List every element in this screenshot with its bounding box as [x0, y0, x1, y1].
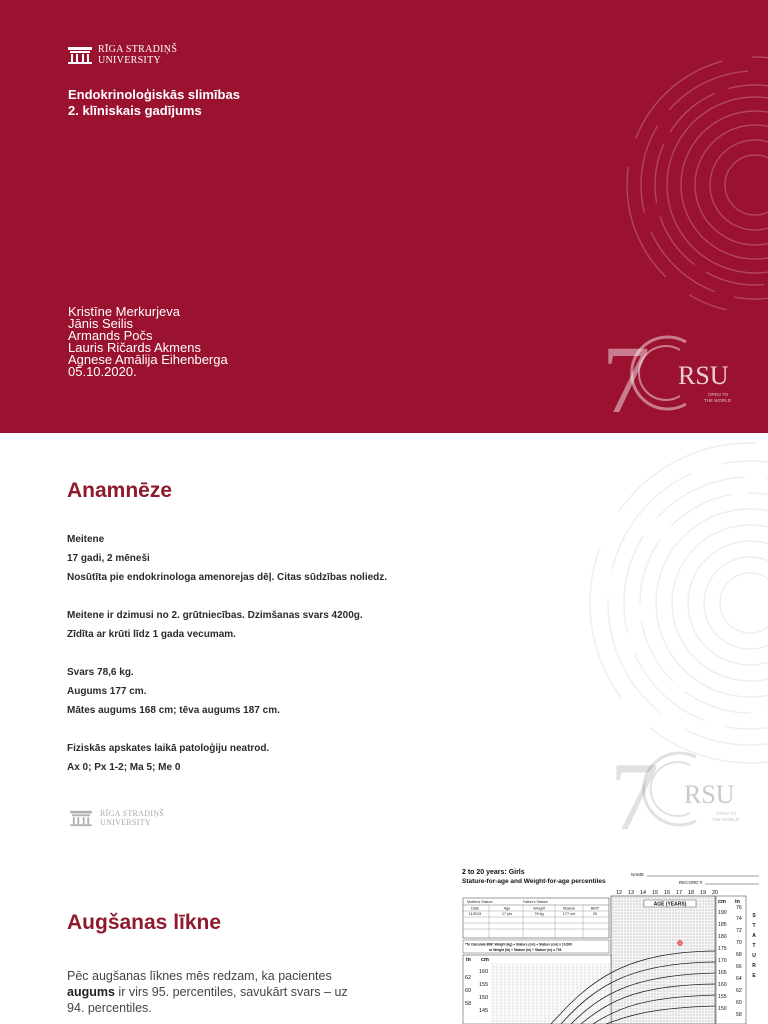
stature-letter: R	[752, 963, 756, 969]
university-crest-icon	[68, 809, 94, 827]
slide-heading: Anamnēze	[67, 479, 173, 502]
rsu-wordmark: RSU	[684, 780, 735, 809]
stature-letter: A	[752, 933, 756, 939]
in-tick-right: 70	[736, 940, 742, 946]
in-tick-right: 58	[736, 1012, 742, 1018]
cm-tick-right: 185	[718, 922, 727, 928]
in-tick-left: 58	[465, 1001, 472, 1007]
logo-line-2: UNIVERSITY	[100, 818, 151, 827]
table-header: Stature	[562, 906, 576, 911]
presentation-date: 05.10.2020.	[68, 364, 137, 379]
age-tick: 17	[675, 890, 683, 896]
decorative-rings	[560, 20, 768, 310]
age-axis-label: AGE (YEARS)	[653, 901, 687, 908]
in-tick-left: 62	[465, 975, 472, 981]
in-tick-left: 60	[465, 988, 472, 994]
table-header: Date	[470, 906, 480, 911]
text-line: 17 gadi, 2 mēneši	[67, 553, 150, 564]
author-list	[68, 306, 228, 378]
cm-tick-right: 170	[718, 958, 727, 964]
cm-tick-left: 150	[479, 995, 489, 1001]
author-name: Jānis Seilis	[68, 316, 134, 331]
para-bold-word: augums	[67, 985, 115, 999]
slide-heading: Augšanas līkne	[67, 911, 222, 934]
university-crest-icon	[68, 45, 92, 65]
in-tick-right: 72	[736, 928, 742, 934]
age-tick: 13	[627, 890, 635, 896]
text-line: Meitene	[67, 534, 105, 545]
cm-tick-right: 165	[718, 970, 727, 976]
in-tick-right: 76	[736, 905, 742, 911]
age-tick: 18	[687, 890, 695, 896]
chart-title-line-2: Stature-for-age and Weight-for-age percentiles	[462, 878, 606, 885]
cm-tick-right: 175	[718, 946, 727, 952]
stature-letter: U	[752, 953, 756, 959]
text-line: Nosūtīta pie endokrinologa amenorejas dēļ. Citas sūdzības noliedz.	[67, 572, 388, 583]
age-tick: 19	[699, 890, 707, 896]
seventy-digit: 7	[610, 745, 659, 840]
text-line: Augums 177 cm.	[67, 686, 147, 697]
text-line: Meitene ir dzimusi no 2. grūtniecības. Dzimšanas svars 4200g.	[67, 610, 363, 621]
rsu-wordmark: RSU	[678, 361, 729, 390]
tagline-line-1: OPEN TO	[708, 392, 729, 397]
age-tick: 16	[663, 890, 671, 896]
table-cell: 11/5/19	[468, 912, 482, 916]
unit-in-left: in	[466, 957, 471, 963]
text-line: Fiziskās apskates laikā patoloģiju neatrod.	[67, 743, 270, 754]
mother-stature-label: Mother's Stature	[467, 900, 493, 904]
tagline-line-1: OPEN TO	[716, 811, 737, 816]
cm-tick-left: 160	[479, 969, 489, 975]
stature-letter: E	[752, 973, 756, 979]
stature-letter: T	[752, 923, 756, 929]
title-line-2: 2. klīniskais gadījums	[68, 103, 202, 118]
in-tick-right: 74	[736, 916, 742, 922]
in-tick-right: 60	[736, 1000, 742, 1006]
text-line: Mātes augums 168 cm; tēva augums 187 cm.	[67, 705, 280, 716]
cm-tick-right: 160	[718, 982, 727, 988]
cm-tick-left: 145	[479, 1008, 489, 1014]
cm-tick-right: 150	[718, 1006, 727, 1012]
name-label: NAME	[631, 872, 645, 877]
table-header: Weight	[533, 906, 545, 911]
unit-in-right: in	[735, 899, 740, 905]
text-line: Ax 0; Px 1-2; Ma 5; Me 0	[67, 762, 181, 773]
cm-tick-right: 155	[718, 994, 727, 1000]
table-cell: 78 kg	[534, 912, 544, 916]
stature-letter: T	[752, 943, 756, 949]
logo-line-1: RĪGA STRADIŅŠ	[98, 44, 178, 55]
presentation-title	[68, 87, 240, 119]
tagline-line-2: THE WORLD	[712, 817, 739, 822]
rsu-logo-small	[68, 809, 164, 827]
logo-line-2: UNIVERSITY	[98, 55, 161, 66]
in-tick-right: 64	[736, 976, 742, 982]
logo-line-1: RĪGA STRADIŅŠ	[100, 809, 165, 818]
author-name: Lauris Ričards Akmens	[68, 340, 201, 355]
age-tick: 15	[651, 890, 659, 896]
father-stature-label: Father's Stature	[523, 900, 548, 904]
age-tick: 14	[639, 890, 647, 896]
table-cell: 17 yrs	[501, 912, 513, 916]
anamnesis-slide	[0, 433, 768, 853]
seventy-digit: 7	[602, 330, 650, 425]
chart-title-line-1: 2 to 20 years: Girls	[462, 869, 525, 876]
text-line: Svars 78,6 kg.	[67, 667, 134, 678]
table-header: BMI*	[590, 906, 600, 911]
cm-tick-right: 180	[718, 934, 727, 940]
stature-letter: S	[752, 913, 756, 919]
table-header: Age	[503, 906, 511, 911]
record-label: RECORD #	[679, 880, 703, 885]
bmi-note-line-1: *To Calculate BMI: Weight (kg) ÷ Stature (cm) ÷ Stature (cm) x 10,000	[465, 942, 573, 947]
rsu-70-emblem	[600, 330, 760, 425]
unit-cm-left: cm	[481, 957, 489, 963]
age-tick: 20	[711, 890, 719, 896]
bmi-note-line-2: or Weight (lb) ÷ Stature (in) ÷ Stature (in) x 703	[489, 948, 562, 952]
tagline-line-2: THE WORLD	[704, 398, 731, 403]
text-line: Zīdīta ar krūti līdz 1 gada vecumam.	[67, 629, 236, 640]
in-tick-right: 62	[736, 988, 742, 994]
author-name: Armands Počs	[68, 328, 153, 343]
table-cell: 25	[592, 912, 598, 916]
growth-summary-paragraph	[67, 968, 357, 1016]
para-text: Pēc augšanas līknes mēs redzam, ka pacientes	[67, 969, 332, 983]
para-text: ir virs 95. percentiles, savukārt svars – uz 94. percentiles.	[67, 985, 348, 1015]
growth-chart	[461, 867, 761, 1024]
growth-chart-slide	[0, 853, 768, 1024]
author-name: Agnese Amālija Eihenberga	[68, 352, 228, 367]
cm-tick-right: 190	[718, 910, 727, 916]
cm-tick-left: 155	[479, 982, 489, 988]
author-name: Kristīne Merkurjeva	[68, 304, 180, 319]
in-tick-right: 66	[736, 964, 742, 970]
title-line-1: Endokrinoloģiskās slimības	[68, 87, 240, 102]
title-slide	[0, 0, 768, 433]
in-tick-right: 68	[736, 952, 742, 958]
unit-cm-right: cm	[718, 899, 726, 905]
age-tick: 12	[615, 890, 623, 896]
table-cell: 177 cm	[562, 912, 576, 916]
rsu-logo	[68, 44, 177, 66]
rsu-70-emblem-watermark	[610, 745, 760, 840]
